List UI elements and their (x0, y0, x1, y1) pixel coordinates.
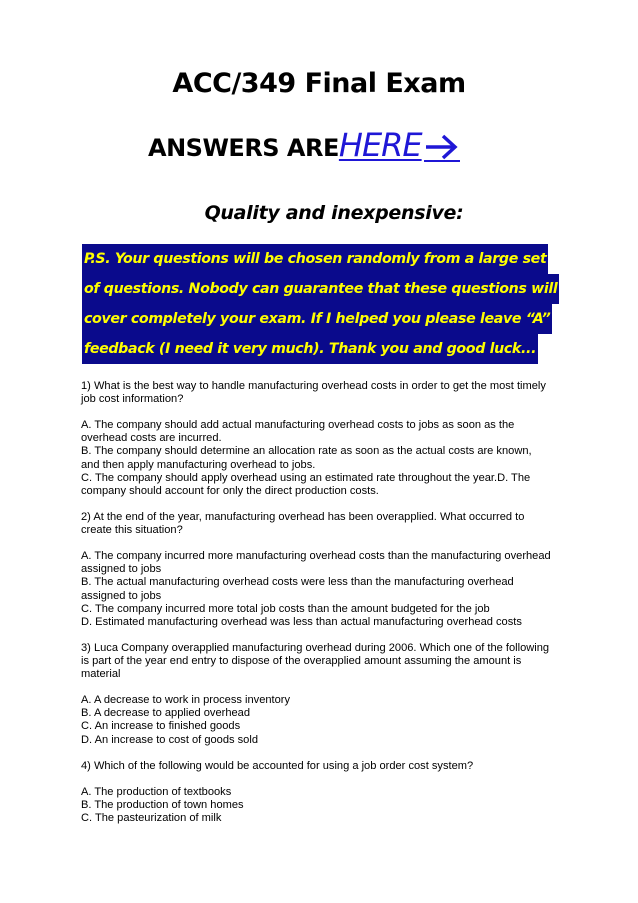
question-text-line: job cost information? (81, 393, 184, 406)
question-text-line: 3) Luca Company overapplied manufacturing overhead during 2006. Which one of the following (81, 641, 550, 654)
question-2 (81, 511, 593, 629)
tagline: Quality and inexpensive: (204, 202, 464, 224)
answer-option-line: D. Estimated manufacturing overhead was less than actual manufacturing overhead costs (81, 615, 522, 628)
answer-option-line: A. The company should add actual manufacturing overhead costs to jobs as soon as the (81, 419, 515, 432)
question-text-line: material (81, 668, 121, 681)
question-1 (81, 380, 593, 498)
questions-list (81, 380, 593, 825)
answer-option-line: overhead costs are incurred. (81, 432, 222, 445)
answer-option-line: A. The company incurred more manufacturing overhead costs than the manufacturing overhead (81, 550, 551, 563)
ps-line: feedback (I need it very much). Thank you and good luck... (82, 334, 538, 364)
page-title: ACC/349 Final Exam (172, 68, 466, 99)
question-text-line: 4) Which of the following would be accounted for using a job order cost system? (81, 759, 474, 772)
here-link[interactable]: HERE (338, 126, 422, 164)
question-3 (81, 642, 593, 747)
answer-option-line: A. A decrease to work in process inventory (81, 694, 291, 707)
answer-option-line: company should account for only the direct production costs. (81, 484, 379, 497)
answer-option-line: B. A decrease to applied overhead (81, 707, 250, 720)
answer-option-line: assigned to jobs (81, 589, 162, 602)
answer-option-line: B. The company should determine an allocation rate as soon as the actual costs are known, (81, 445, 532, 458)
answer-option-line: assigned to jobs (81, 563, 162, 576)
ps-line: of questions. Nobody can guarantee that these questions will (82, 274, 559, 304)
right-arrow-icon[interactable] (424, 132, 460, 162)
question-text-line: 1) What is the best way to handle manufacturing overhead costs in order to get the most timely (81, 380, 546, 392)
answer-option-line: C. An increase to finished goods (81, 720, 241, 733)
answer-option-line: D. An increase to cost of goods sold (81, 733, 258, 746)
ps-line: P.S. Your questions will be chosen randomly from a large set (82, 244, 548, 274)
answers-heading (148, 122, 460, 174)
ps-notice (82, 244, 592, 364)
answers-label: ANSWERS ARE (148, 134, 339, 162)
answer-option-line: and then apply manufacturing overhead to jobs. (81, 458, 316, 471)
answer-option-line: C. The company should apply overhead using an estimated rate throughout the year.D. The (81, 471, 531, 484)
answer-option-line: C. The pasteurization of milk (81, 812, 222, 825)
question-text-line: is part of the year end entry to dispose of the overapplied amount assuming the amount is (81, 654, 522, 667)
question-4 (81, 760, 593, 825)
answer-option-line: C. The company incurred more total job costs than the amount budgeted for the job (81, 602, 490, 615)
answer-option-line: B. The production of town homes (81, 799, 244, 811)
question-text-line: create this situation? (81, 524, 183, 537)
answer-option-line: B. The actual manufacturing overhead costs were less than the manufacturing overhead (81, 576, 514, 589)
answer-option-line: A. The production of textbooks (81, 785, 232, 798)
question-text-line: 2) At the end of the year, manufacturing overhead has been overapplied. What occurred to (81, 510, 525, 523)
ps-line: cover completely your exam. If I helped you please leave “A” (82, 304, 552, 334)
